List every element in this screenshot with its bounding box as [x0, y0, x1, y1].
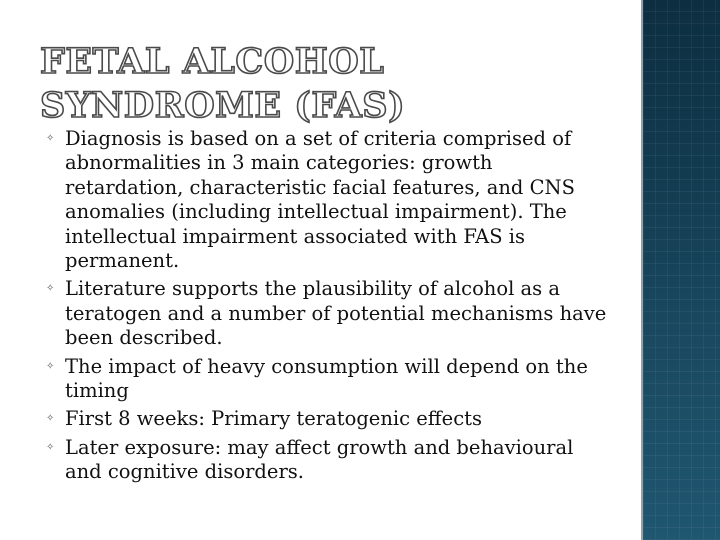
bullet-item	[46, 127, 616, 273]
bullet-marker-icon: ✧	[46, 360, 55, 372]
bullet-text: First 8 weeks: Primary teratogenic effects	[65, 407, 482, 431]
bullet-text: The impact of heavy consumption will depend on the timing	[65, 354, 588, 403]
bullet-marker-icon: ✧	[46, 441, 55, 453]
bullet-marker-icon: ✧	[46, 133, 55, 144]
bullet-item	[46, 277, 616, 350]
slide-title: FETAL ALCOHOL SYNDROME (FAS)	[40, 41, 406, 126]
bullet-text: Later exposure: may affect growth and behavioural and cognitive disorders.	[65, 435, 574, 484]
bullet-text: Diagnosis is based on a set of criteria comprised of abnormalities in 3 main categories: growth retardation, characteristic facial features, and CNS anomalies (including intellectual impairment). The intellectual impairment associated with FAS is permanent.	[65, 127, 575, 273]
side-decorative-panel	[641, 0, 720, 540]
bullet-text: Literature supports the plausibility of alcohol as a teratogen and a number of potential mechanisms have been described.	[65, 277, 607, 350]
bullet-item	[46, 355, 616, 404]
bullet-list	[46, 127, 616, 489]
bullet-marker-icon: ✧	[46, 283, 55, 295]
bullet-item	[46, 407, 616, 431]
bullet-marker-icon: ✧	[46, 413, 55, 425]
bullet-item	[46, 436, 616, 485]
